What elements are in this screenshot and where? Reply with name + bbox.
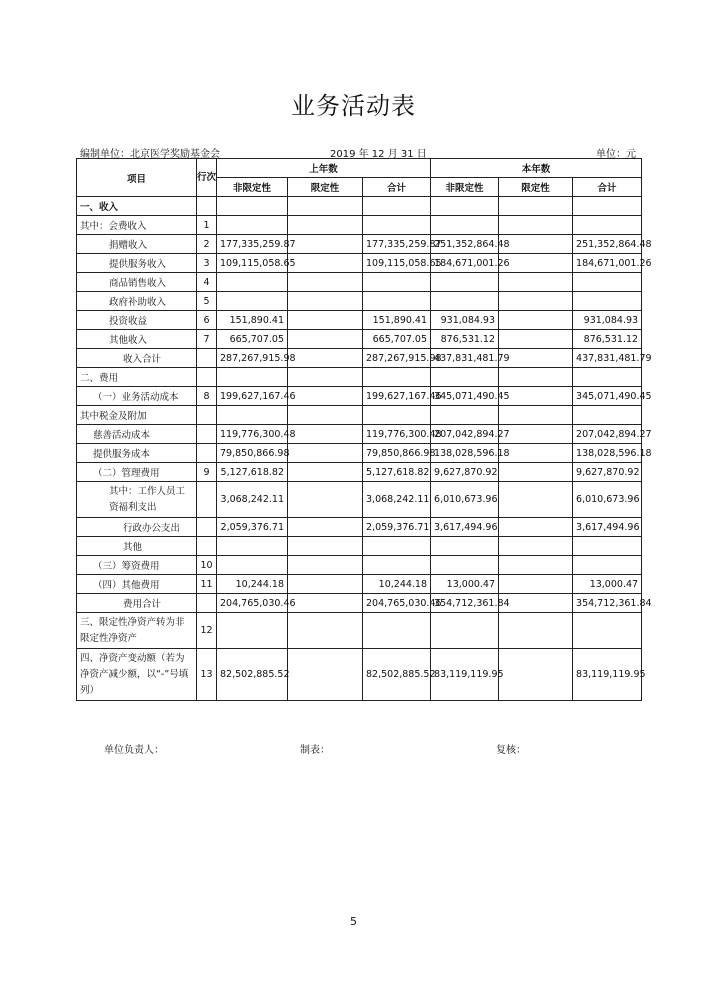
prev-total-cell: 665,707.05 bbox=[363, 330, 431, 349]
prev-unrestricted-cell bbox=[217, 368, 288, 387]
prev-unrestricted-cell: 151,890.41 bbox=[217, 311, 288, 330]
prev-restricted-cell bbox=[288, 463, 363, 482]
row-number bbox=[197, 537, 217, 556]
prev-total-cell: 287,267,915.98 bbox=[363, 349, 431, 368]
prev-restricted-cell bbox=[288, 368, 363, 387]
curr-total-cell: 437,831,481.79 bbox=[573, 349, 642, 368]
prev-restricted-cell bbox=[288, 575, 363, 594]
prev-total-cell: 79,850,866.98 bbox=[363, 444, 431, 463]
prev-unrestricted-cell bbox=[217, 406, 288, 425]
curr-unrestricted-cell: 83,119,119.95 bbox=[431, 649, 499, 701]
curr-total-cell: 345,071,490.45 bbox=[573, 387, 642, 406]
table-row bbox=[77, 235, 642, 254]
prev-restricted-cell bbox=[288, 254, 363, 273]
row-number bbox=[197, 482, 217, 518]
table-row bbox=[77, 216, 642, 235]
curr-unrestricted-cell bbox=[431, 406, 499, 425]
header-prev-total: 合计 bbox=[363, 178, 431, 197]
row-label: 四、净资产变动额（若为净资产减少额，以“-”号填列） bbox=[77, 649, 197, 701]
curr-total-cell bbox=[573, 368, 642, 387]
curr-total-cell: 6,010,673.96 bbox=[573, 482, 642, 518]
prev-total-cell: 119,776,300.48 bbox=[363, 425, 431, 444]
preparing-unit: 编制单位：北京医学奖励基金会 bbox=[80, 149, 220, 160]
prev-total-cell bbox=[363, 406, 431, 425]
table-row bbox=[77, 330, 642, 349]
row-label: （一）业务活动成本 bbox=[77, 387, 197, 406]
prev-unrestricted-cell: 119,776,300.48 bbox=[217, 425, 288, 444]
prev-unrestricted-cell bbox=[217, 556, 288, 575]
curr-restricted-cell bbox=[499, 556, 573, 575]
row-label: 三、限定性净资产转为非限定性净资产 bbox=[77, 613, 197, 649]
header-curr-unrestricted: 非限定性 bbox=[431, 178, 499, 197]
report-date: 2019 年 12 月 31 日 bbox=[330, 149, 427, 160]
row-label: 提供服务收入 bbox=[77, 254, 197, 273]
prev-unrestricted-cell: 665,707.05 bbox=[217, 330, 288, 349]
prev-unrestricted-cell: 109,115,058.65 bbox=[217, 254, 288, 273]
prev-unrestricted-cell: 287,267,915.98 bbox=[217, 349, 288, 368]
reviewer-label: 复核： bbox=[496, 745, 526, 756]
curr-unrestricted-cell bbox=[431, 273, 499, 292]
row-number: 6 bbox=[197, 311, 217, 330]
prev-total-cell bbox=[363, 537, 431, 556]
curr-unrestricted-cell bbox=[431, 292, 499, 311]
curr-unrestricted-cell: 345,071,490.45 bbox=[431, 387, 499, 406]
table-row bbox=[77, 594, 642, 613]
prev-unrestricted-cell: 79,850,866.98 bbox=[217, 444, 288, 463]
curr-restricted-cell bbox=[499, 594, 573, 613]
prev-unrestricted-cell: 204,765,030.46 bbox=[217, 594, 288, 613]
document-title: 业务活动表 bbox=[291, 92, 416, 120]
prev-total-cell bbox=[363, 613, 431, 649]
row-label: 其中税金及附加 bbox=[77, 406, 197, 425]
curr-total-cell: 83,119,119.95 bbox=[573, 649, 642, 701]
curr-restricted-cell bbox=[499, 406, 573, 425]
curr-restricted-cell bbox=[499, 463, 573, 482]
prev-total-cell: 5,127,618.82 bbox=[363, 463, 431, 482]
row-number: 10 bbox=[197, 556, 217, 575]
curr-unrestricted-cell: 184,671,001.26 bbox=[431, 254, 499, 273]
row-number: 8 bbox=[197, 387, 217, 406]
prev-total-cell bbox=[363, 273, 431, 292]
table-row bbox=[77, 406, 642, 425]
table-row bbox=[77, 292, 642, 311]
prev-unrestricted-cell: 2,059,376.71 bbox=[217, 518, 288, 537]
curr-restricted-cell bbox=[499, 387, 573, 406]
curr-total-cell: 184,671,001.26 bbox=[573, 254, 642, 273]
row-label: 二、费用 bbox=[77, 368, 197, 387]
prev-total-cell bbox=[363, 292, 431, 311]
prev-unrestricted-cell bbox=[217, 273, 288, 292]
header-curr-total: 合计 bbox=[573, 178, 642, 197]
curr-restricted-cell bbox=[499, 197, 573, 216]
curr-restricted-cell bbox=[499, 235, 573, 254]
table-row bbox=[77, 349, 642, 368]
curr-restricted-cell bbox=[499, 537, 573, 556]
header-curr-restricted: 限定性 bbox=[499, 178, 573, 197]
prev-restricted-cell bbox=[288, 482, 363, 518]
prev-unrestricted-cell bbox=[217, 537, 288, 556]
prev-total-cell bbox=[363, 197, 431, 216]
curr-unrestricted-cell: 138,028,596.18 bbox=[431, 444, 499, 463]
prev-restricted-cell bbox=[288, 537, 363, 556]
prev-restricted-cell bbox=[288, 292, 363, 311]
curr-total-cell: 9,627,870.92 bbox=[573, 463, 642, 482]
prev-restricted-cell bbox=[288, 556, 363, 575]
row-number bbox=[197, 349, 217, 368]
table-row bbox=[77, 556, 642, 575]
curr-restricted-cell bbox=[499, 311, 573, 330]
curr-total-cell bbox=[573, 613, 642, 649]
prev-restricted-cell bbox=[288, 613, 363, 649]
prev-unrestricted-cell bbox=[217, 197, 288, 216]
prev-unrestricted-cell: 10,244.18 bbox=[217, 575, 288, 594]
prev-restricted-cell bbox=[288, 311, 363, 330]
prev-total-cell bbox=[363, 368, 431, 387]
row-label: 投资收益 bbox=[77, 311, 197, 330]
curr-total-cell: 354,712,361.84 bbox=[573, 594, 642, 613]
prev-restricted-cell bbox=[288, 387, 363, 406]
row-label: （四）其他费用 bbox=[77, 575, 197, 594]
table-row bbox=[77, 575, 642, 594]
prev-total-cell: 204,765,030.46 bbox=[363, 594, 431, 613]
prev-unrestricted-cell: 177,335,259.87 bbox=[217, 235, 288, 254]
prev-restricted-cell bbox=[288, 518, 363, 537]
row-number bbox=[197, 444, 217, 463]
row-label: 其中：工作人员工资福利支出 bbox=[77, 482, 197, 518]
curr-restricted-cell bbox=[499, 273, 573, 292]
table-row bbox=[77, 482, 642, 518]
prev-total-cell: 2,059,376.71 bbox=[363, 518, 431, 537]
prev-total-cell: 151,890.41 bbox=[363, 311, 431, 330]
row-number: 2 bbox=[197, 235, 217, 254]
currency-unit: 单位：元 bbox=[596, 149, 636, 160]
row-label: 费用合计 bbox=[77, 594, 197, 613]
row-label: （三）筹资费用 bbox=[77, 556, 197, 575]
header-rowno: 行次 bbox=[197, 159, 217, 197]
curr-total-cell bbox=[573, 537, 642, 556]
prev-restricted-cell bbox=[288, 406, 363, 425]
prev-total-cell bbox=[363, 556, 431, 575]
row-label: （二）管理费用 bbox=[77, 463, 197, 482]
curr-restricted-cell bbox=[499, 649, 573, 701]
row-number bbox=[197, 368, 217, 387]
curr-total-cell bbox=[573, 292, 642, 311]
prev-total-cell: 109,115,058.65 bbox=[363, 254, 431, 273]
prev-restricted-cell bbox=[288, 594, 363, 613]
header-item: 项目 bbox=[77, 159, 197, 197]
table-row bbox=[77, 537, 642, 556]
header-curr-year: 本年数 bbox=[431, 159, 642, 178]
responsible-label: 单位负责人： bbox=[104, 745, 164, 756]
prev-unrestricted-cell bbox=[217, 613, 288, 649]
activity-statement-table bbox=[76, 158, 652, 701]
curr-unrestricted-cell: 207,042,894.27 bbox=[431, 425, 499, 444]
row-number bbox=[197, 197, 217, 216]
row-number: 13 bbox=[197, 649, 217, 701]
header-prev-unrestricted: 非限定性 bbox=[217, 178, 288, 197]
preparer-label: 制表： bbox=[300, 745, 330, 756]
curr-total-cell bbox=[573, 197, 642, 216]
row-number: 1 bbox=[197, 216, 217, 235]
prev-total-cell bbox=[363, 216, 431, 235]
row-number: 11 bbox=[197, 575, 217, 594]
prev-total-cell: 3,068,242.11 bbox=[363, 482, 431, 518]
row-number: 5 bbox=[197, 292, 217, 311]
prev-unrestricted-cell: 5,127,618.82 bbox=[217, 463, 288, 482]
table-row bbox=[77, 273, 642, 292]
row-number bbox=[197, 425, 217, 444]
curr-unrestricted-cell: 9,627,870.92 bbox=[431, 463, 499, 482]
curr-total-cell: 251,352,864.48 bbox=[573, 235, 642, 254]
row-number: 3 bbox=[197, 254, 217, 273]
row-label: 捐赠收入 bbox=[77, 235, 197, 254]
curr-total-cell bbox=[573, 216, 642, 235]
prev-restricted-cell bbox=[288, 330, 363, 349]
row-label: 其他 bbox=[77, 537, 197, 556]
curr-unrestricted-cell bbox=[431, 216, 499, 235]
row-number: 4 bbox=[197, 273, 217, 292]
row-label: 一、收入 bbox=[77, 197, 197, 216]
row-number: 9 bbox=[197, 463, 217, 482]
curr-total-cell: 3,617,494.96 bbox=[573, 518, 642, 537]
prev-restricted-cell bbox=[288, 425, 363, 444]
curr-unrestricted-cell bbox=[431, 197, 499, 216]
table-row bbox=[77, 311, 642, 330]
curr-unrestricted-cell bbox=[431, 368, 499, 387]
header-prev-restricted: 限定性 bbox=[288, 178, 363, 197]
row-number: 12 bbox=[197, 613, 217, 649]
table-row bbox=[77, 444, 642, 463]
curr-restricted-cell bbox=[499, 444, 573, 463]
prev-restricted-cell bbox=[288, 349, 363, 368]
curr-total-cell bbox=[573, 406, 642, 425]
curr-unrestricted-cell: 876,531.12 bbox=[431, 330, 499, 349]
curr-restricted-cell bbox=[499, 575, 573, 594]
curr-restricted-cell bbox=[499, 518, 573, 537]
curr-restricted-cell bbox=[499, 482, 573, 518]
curr-total-cell bbox=[573, 556, 642, 575]
row-label: 政府补助收入 bbox=[77, 292, 197, 311]
curr-total-cell: 876,531.12 bbox=[573, 330, 642, 349]
prev-restricted-cell bbox=[288, 273, 363, 292]
curr-restricted-cell bbox=[499, 330, 573, 349]
page-number: 5 bbox=[350, 915, 357, 928]
curr-total-cell bbox=[573, 273, 642, 292]
table-row bbox=[77, 197, 642, 216]
row-label: 收入合计 bbox=[77, 349, 197, 368]
curr-restricted-cell bbox=[499, 216, 573, 235]
curr-restricted-cell bbox=[499, 613, 573, 649]
row-number bbox=[197, 594, 217, 613]
table-row bbox=[77, 254, 642, 273]
curr-total-cell: 207,042,894.27 bbox=[573, 425, 642, 444]
signature-line bbox=[0, 741, 707, 755]
row-number bbox=[197, 406, 217, 425]
row-label: 行政办公支出 bbox=[77, 518, 197, 537]
curr-unrestricted-cell: 6,010,673.96 bbox=[431, 482, 499, 518]
prev-total-cell: 199,627,167.46 bbox=[363, 387, 431, 406]
curr-total-cell: 13,000.47 bbox=[573, 575, 642, 594]
row-label: 慈善活动成本 bbox=[77, 425, 197, 444]
curr-restricted-cell bbox=[499, 349, 573, 368]
prev-restricted-cell bbox=[288, 444, 363, 463]
curr-unrestricted-cell: 251,352,864.48 bbox=[431, 235, 499, 254]
row-label: 其他收入 bbox=[77, 330, 197, 349]
curr-total-cell: 931,084.93 bbox=[573, 311, 642, 330]
prev-restricted-cell bbox=[288, 216, 363, 235]
curr-restricted-cell bbox=[499, 368, 573, 387]
prev-unrestricted-cell: 3,068,242.11 bbox=[217, 482, 288, 518]
prev-restricted-cell bbox=[288, 197, 363, 216]
prev-restricted-cell bbox=[288, 235, 363, 254]
curr-unrestricted-cell: 3,617,494.96 bbox=[431, 518, 499, 537]
prev-unrestricted-cell: 82,502,885.52 bbox=[217, 649, 288, 701]
report-meta bbox=[80, 145, 640, 159]
table-row bbox=[77, 425, 642, 444]
prev-restricted-cell bbox=[288, 649, 363, 701]
curr-unrestricted-cell: 13,000.47 bbox=[431, 575, 499, 594]
curr-unrestricted-cell: 354,712,361.84 bbox=[431, 594, 499, 613]
curr-unrestricted-cell bbox=[431, 537, 499, 556]
prev-unrestricted-cell: 199,627,167.46 bbox=[217, 387, 288, 406]
curr-unrestricted-cell bbox=[431, 613, 499, 649]
header-prev-year: 上年数 bbox=[217, 159, 431, 178]
prev-total-cell: 10,244.18 bbox=[363, 575, 431, 594]
prev-unrestricted-cell bbox=[217, 216, 288, 235]
curr-unrestricted-cell bbox=[431, 556, 499, 575]
table-row bbox=[77, 368, 642, 387]
row-number: 7 bbox=[197, 330, 217, 349]
table-row bbox=[77, 649, 642, 701]
row-label: 商品销售收入 bbox=[77, 273, 197, 292]
table-row bbox=[77, 613, 642, 649]
curr-restricted-cell bbox=[499, 425, 573, 444]
curr-restricted-cell bbox=[499, 254, 573, 273]
prev-total-cell: 177,335,259.87 bbox=[363, 235, 431, 254]
prev-unrestricted-cell bbox=[217, 292, 288, 311]
table-row bbox=[77, 463, 642, 482]
row-number bbox=[197, 518, 217, 537]
curr-unrestricted-cell: 931,084.93 bbox=[431, 311, 499, 330]
curr-unrestricted-cell: 437,831,481.79 bbox=[431, 349, 499, 368]
curr-restricted-cell bbox=[499, 292, 573, 311]
curr-total-cell: 138,028,596.18 bbox=[573, 444, 642, 463]
table-row bbox=[77, 518, 642, 537]
row-label: 其中：会费收入 bbox=[77, 216, 197, 235]
prev-total-cell: 82,502,885.52 bbox=[363, 649, 431, 701]
table-row bbox=[77, 387, 642, 406]
row-label: 提供服务成本 bbox=[77, 444, 197, 463]
